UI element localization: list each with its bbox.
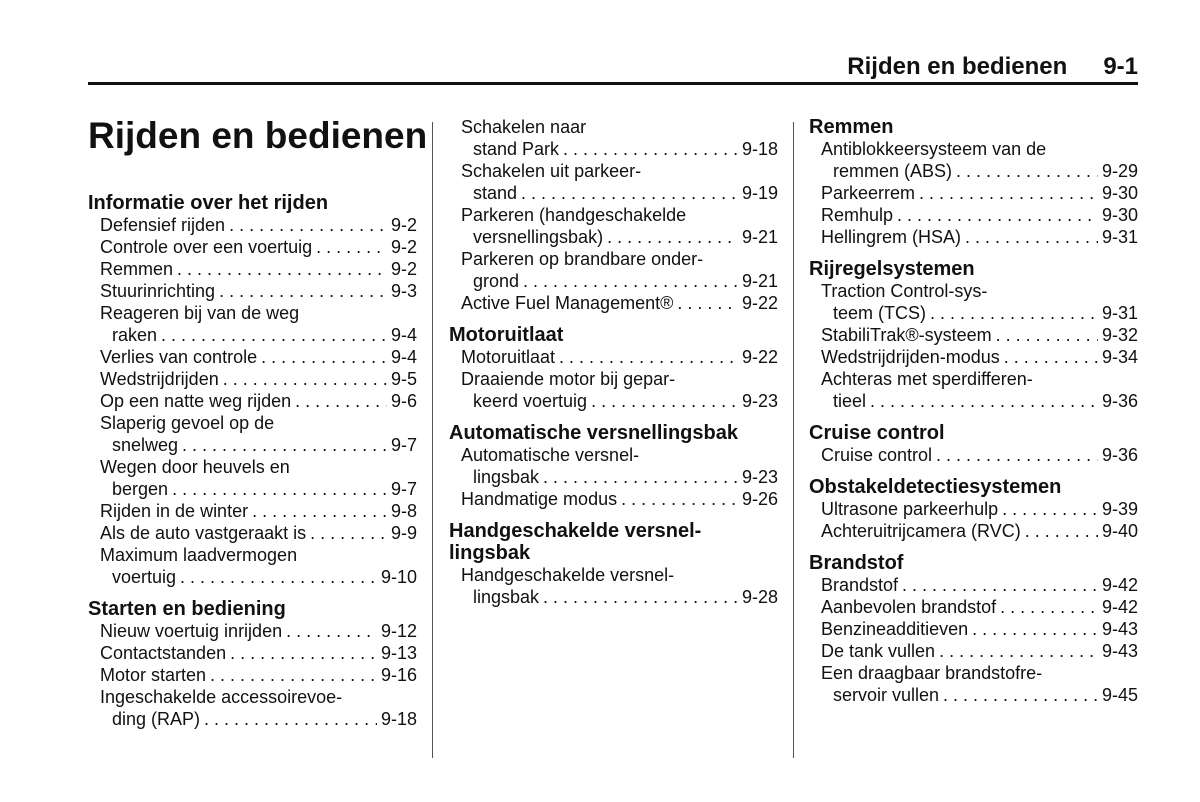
page-number: 9-2: [390, 259, 417, 279]
dot-leader: [161, 324, 387, 346]
dot-leader: [182, 434, 387, 456]
page-number: 9-29: [1101, 161, 1138, 181]
toc-entry: [809, 324, 1138, 346]
toc-column-1: [88, 115, 428, 740]
toc-entry-text: lingsbak: [473, 587, 540, 607]
page-number: 9-43: [1101, 619, 1138, 639]
dot-leader: [180, 566, 377, 588]
dot-leader: [559, 346, 738, 368]
toc-entry: [88, 544, 417, 588]
dot-leader: [223, 368, 387, 390]
toc-entry-text: Draaiende motor bij gepar-: [461, 369, 676, 389]
page-number: 9-13: [380, 643, 417, 663]
column-divider: [793, 122, 794, 758]
dot-leader: [902, 574, 1098, 596]
page-number: 9-42: [1101, 597, 1138, 617]
toc-entry-text: Stuurinrichting: [100, 281, 216, 301]
toc-entry-text: Cruise control: [821, 445, 933, 465]
toc-entry-text: Brandstof: [821, 575, 899, 595]
page-number: 9-32: [1101, 325, 1138, 345]
toc-entry-text: Automatische versnel-: [461, 445, 640, 465]
running-header: [847, 52, 1138, 82]
toc-entry: [809, 182, 1138, 204]
page-number: 9-21: [741, 227, 778, 247]
column-divider: [432, 122, 433, 758]
section-heading: Cruise control: [809, 422, 945, 444]
toc-section: [449, 116, 778, 314]
toc-entry-text: Wegen door heuvels en: [100, 457, 290, 477]
toc-sections: [809, 116, 1138, 706]
dot-leader: [563, 138, 738, 160]
toc-entry-line: [100, 522, 417, 544]
page-number: 9-40: [1101, 521, 1138, 541]
toc-entry-line: [100, 390, 417, 412]
dot-leader: [972, 618, 1098, 640]
dot-leader: [919, 182, 1098, 204]
dot-leader: [939, 640, 1098, 662]
toc-entry-text: Verlies van controle: [100, 347, 258, 367]
toc-entry: [88, 412, 417, 456]
page-number: 9-5: [390, 369, 417, 389]
toc-entry-text: Maximum laadvermogen: [100, 545, 298, 565]
dot-leader: [229, 214, 387, 236]
page-number: 9-43: [1101, 641, 1138, 661]
dot-leader: [543, 586, 738, 608]
toc-entry: [809, 574, 1138, 596]
dot-leader: [523, 270, 738, 292]
toc-entry: [88, 390, 417, 412]
dot-leader: [1002, 498, 1098, 520]
toc-entry-text: raken: [112, 325, 158, 345]
section-heading: Obstakeldetectiesystemen: [809, 476, 1062, 498]
toc-entry-text: teem (TCS): [833, 303, 927, 323]
toc-entry-line: [461, 346, 778, 368]
toc-entry-line: [100, 280, 417, 302]
toc-entry-text: Handmatige modus: [461, 489, 618, 509]
toc-entry: [809, 498, 1138, 520]
page-number: 9-36: [1101, 445, 1138, 465]
page-number: 9-39: [1101, 499, 1138, 519]
toc-entry-text: Nieuw voertuig inrijden: [100, 621, 283, 641]
toc-entry-line: [821, 302, 1138, 324]
dot-leader: [295, 390, 387, 412]
page-number: 9-8: [390, 501, 417, 521]
toc-entry-text: Wedstrijdrijden-modus: [821, 347, 1000, 367]
page-number: 9-22: [741, 347, 778, 367]
toc-entry: [449, 160, 778, 204]
toc-entry-line: [821, 226, 1138, 248]
toc-entry-text: stand: [473, 183, 518, 203]
toc-entry-line: [461, 270, 778, 292]
dot-leader: [177, 258, 387, 280]
toc-entry-text: Schakelen uit parkeer-: [461, 161, 642, 181]
dot-leader: [521, 182, 738, 204]
toc-entry-line: [100, 346, 417, 368]
toc-entry: [449, 204, 778, 248]
toc-entry-text: tieel: [833, 391, 867, 411]
toc-entry-text: Handgeschakelde versnel-: [461, 565, 675, 585]
page-number: 9-4: [390, 325, 417, 345]
page-number: 9-26: [741, 489, 778, 509]
toc-entry-text: Slaperig gevoel op de: [100, 413, 275, 433]
toc-entry-text: Hellingrem (HSA): [821, 227, 962, 247]
section-heading: Informatie over het rijden: [88, 192, 329, 214]
toc-entry-text: StabiliTrak®-systeem: [821, 325, 992, 345]
dot-leader: [996, 324, 1098, 346]
toc-entry-text: Wedstrijdrijden: [100, 369, 219, 389]
toc-section: [809, 476, 1138, 542]
toc-entry-line: [461, 292, 778, 314]
toc-entry-text: Ingeschakelde accessoirevoe-: [100, 687, 343, 707]
toc-entry: [809, 280, 1138, 324]
dot-leader: [677, 292, 738, 314]
toc-column-3: [809, 116, 1138, 716]
toc-entry-line: [100, 478, 417, 500]
toc-entry: [449, 116, 778, 160]
toc-entry-text: versnellingsbak): [473, 227, 604, 247]
toc-entry-text: servoir vullen: [833, 685, 940, 705]
page-number: 9-7: [390, 479, 417, 499]
toc-entry-text: Ultrasone parkeerhulp: [821, 499, 999, 519]
dot-leader: [543, 466, 738, 488]
toc-entry: [449, 444, 778, 488]
page-number: 9-10: [380, 567, 417, 587]
toc-entry: [88, 214, 417, 236]
toc-entry: [809, 138, 1138, 182]
toc-entry-text: grond: [473, 271, 520, 291]
dot-leader: [607, 226, 738, 248]
page-number: 9-28: [741, 587, 778, 607]
toc-entry-line: [821, 520, 1138, 542]
toc-entry-text: Achteruitrijcamera (RVC): [821, 521, 1021, 541]
toc-entry-text: Remhulp: [821, 205, 894, 225]
toc-entry-text: Achteras met sperdifferen-: [821, 369, 1033, 389]
toc-entry-line: [100, 324, 417, 346]
page-number: 9-2: [390, 215, 417, 235]
toc-entry-text: Als de auto vastgeraakt is: [100, 523, 307, 543]
toc-entry: [88, 280, 417, 302]
toc-entry-line: [461, 390, 778, 412]
toc-entry-text: Rijden in de winter: [100, 501, 249, 521]
toc-entry-line: [100, 214, 417, 236]
toc-entry-text: Motoruitlaat: [461, 347, 556, 367]
toc-section: [449, 422, 778, 510]
page-number: 9-30: [1101, 183, 1138, 203]
toc-entry: [88, 258, 417, 280]
dot-leader: [943, 684, 1098, 706]
toc-entry-line: [100, 434, 417, 456]
dot-leader: [897, 204, 1098, 226]
dot-leader: [936, 444, 1098, 466]
toc-entry-text: Remmen: [100, 259, 174, 279]
toc-entry-text: bergen: [112, 479, 169, 499]
toc-entry-line: [461, 488, 778, 510]
toc-entry: [88, 686, 417, 730]
toc-entry-text: Contactstanden: [100, 643, 227, 663]
toc-entry-line: [100, 642, 417, 664]
section-heading: Remmen: [809, 116, 894, 138]
toc-section: [809, 116, 1138, 248]
dot-leader: [930, 302, 1098, 324]
toc-entry: [809, 618, 1138, 640]
page-number: 9-7: [390, 435, 417, 455]
page-number: 9-23: [741, 391, 778, 411]
toc-section: [449, 520, 778, 608]
toc-entry: [88, 642, 417, 664]
toc-entry-text: Aanbevolen brandstof: [821, 597, 997, 617]
toc-sections: [449, 116, 778, 608]
toc-entry-line: [821, 444, 1138, 466]
toc-entry-text: Reageren bij van de weg: [100, 303, 300, 323]
toc-entry-text: remmen (ABS): [833, 161, 953, 181]
toc-entry-text: Benzineadditieven: [821, 619, 969, 639]
toc-entry: [809, 520, 1138, 542]
toc-entry-text: Parkeren op brandbare onder-: [461, 249, 704, 269]
dot-leader: [210, 664, 377, 686]
toc-entry-line: [100, 236, 417, 258]
toc-entry-line: [100, 368, 417, 390]
toc-entry: [449, 368, 778, 412]
page-number: 9-2: [390, 237, 417, 257]
running-header-title: Rijden en bedienen: [847, 53, 1068, 80]
page-number: 9-19: [741, 183, 778, 203]
dot-leader: [252, 500, 387, 522]
toc-entry: [88, 500, 417, 522]
page-number: 9-3: [390, 281, 417, 301]
toc-entry: [809, 662, 1138, 706]
toc-section: [88, 192, 417, 588]
page-number: 9-16: [380, 665, 417, 685]
page-number: 9-12: [380, 621, 417, 641]
toc-entry: [809, 444, 1138, 466]
page-number: 9-45: [1101, 685, 1138, 705]
toc-entry-text: Een draagbaar brandstofre-: [821, 663, 1043, 683]
toc-entry: [88, 456, 417, 500]
toc-entry: [809, 368, 1138, 412]
dot-leader: [310, 522, 387, 544]
toc-entry: [88, 522, 417, 544]
toc-section: [809, 422, 1138, 466]
dot-leader: [870, 390, 1098, 412]
toc-entry-text: Parkeerrem: [821, 183, 916, 203]
toc-entry: [809, 596, 1138, 618]
dot-leader: [230, 642, 377, 664]
toc-entry: [88, 302, 417, 346]
toc-entry-text: De tank vullen: [821, 641, 936, 661]
section-heading: Handgeschakelde versnel- lingsbak: [449, 520, 702, 564]
toc-entry-text: Schakelen naar: [461, 117, 587, 137]
toc-entry-line: [100, 566, 417, 588]
toc-entry-line: [100, 500, 417, 522]
toc-entry-line: [461, 466, 778, 488]
section-heading: Brandstof: [809, 552, 904, 574]
page-number: 9-42: [1101, 575, 1138, 595]
dot-leader: [172, 478, 387, 500]
page-number: 9-31: [1101, 303, 1138, 323]
page-number: 9-21: [741, 271, 778, 291]
toc-entry-line: [821, 640, 1138, 662]
toc-entry-text: Op een natte weg rijden: [100, 391, 292, 411]
toc-entry-line: [821, 346, 1138, 368]
dot-leader: [219, 280, 387, 302]
toc-entry-line: [100, 708, 417, 730]
toc-section: [809, 258, 1138, 412]
toc-sections: [88, 192, 417, 730]
toc-entry-line: [821, 574, 1138, 596]
toc-entry-text: stand Park: [473, 139, 560, 159]
toc-entry: [88, 368, 417, 390]
toc-entry: [449, 248, 778, 292]
dot-leader: [316, 236, 387, 258]
toc-entry: [809, 640, 1138, 662]
page-header: [0, 0, 1200, 90]
toc-entry-line: [821, 182, 1138, 204]
toc-entry: [449, 488, 778, 510]
dot-leader: [956, 160, 1098, 182]
toc-entry: [88, 620, 417, 642]
section-heading: Starten en bediening: [88, 598, 286, 620]
toc-entry: [809, 226, 1138, 248]
toc-entry: [88, 664, 417, 686]
page-number: 9-22: [741, 293, 778, 313]
toc-entry-line: [100, 620, 417, 642]
toc-entry: [88, 346, 417, 368]
toc-entry-text: Parkeren (handgeschakelde: [461, 205, 687, 225]
dot-leader: [204, 708, 377, 730]
page-number: 9-6: [390, 391, 417, 411]
dot-leader: [286, 620, 377, 642]
toc-entry: [809, 346, 1138, 368]
toc-entry-line: [821, 596, 1138, 618]
toc-entry-line: [821, 498, 1138, 520]
page-number: 9-36: [1101, 391, 1138, 411]
toc-entry-line: [821, 160, 1138, 182]
page-number: 9-4: [390, 347, 417, 367]
toc-entry-text: Motor starten: [100, 665, 207, 685]
toc-entry-line: [100, 664, 417, 686]
toc-entry-line: [821, 684, 1138, 706]
dot-leader: [621, 488, 738, 510]
page-number: 9-18: [741, 139, 778, 159]
toc-entry: [449, 346, 778, 368]
page-number: 9-34: [1101, 347, 1138, 367]
toc-entry-text: keerd voertuig: [473, 391, 588, 411]
toc-entry-line: [821, 324, 1138, 346]
toc-entry-text: voertuig: [112, 567, 177, 587]
toc-section: [88, 598, 417, 730]
toc-entry: [88, 236, 417, 258]
toc-entry-line: [461, 182, 778, 204]
toc-entry-line: [461, 138, 778, 160]
toc-entry-line: [100, 258, 417, 280]
page-number: 9-18: [380, 709, 417, 729]
section-heading: Automatische versnellingsbak: [449, 422, 738, 444]
toc-section: [449, 324, 778, 412]
toc-entry-text: Defensief rijden: [100, 215, 226, 235]
page-number: 9-31: [1101, 227, 1138, 247]
page-number: 9-9: [390, 523, 417, 543]
dot-leader: [965, 226, 1098, 248]
chapter-title: Rijden en bedienen: [88, 115, 428, 156]
section-heading: Motoruitlaat: [449, 324, 564, 346]
toc-entry: [449, 292, 778, 314]
page-number: 9-23: [741, 467, 778, 487]
toc-entry-text: Controle over een voertuig: [100, 237, 313, 257]
toc-entry-text: ding (RAP): [112, 709, 201, 729]
dot-leader: [1000, 596, 1098, 618]
toc-column-2: [449, 116, 778, 618]
header-rule: [88, 82, 1138, 85]
toc-section: [809, 552, 1138, 706]
dot-leader: [261, 346, 387, 368]
toc-entry-text: lingsbak: [473, 467, 540, 487]
section-heading: Rijregelsystemen: [809, 258, 975, 280]
toc-entry-text: Antiblokkeersysteem van de: [821, 139, 1047, 159]
toc-entry: [809, 204, 1138, 226]
running-header-page-number: 9-1: [1103, 53, 1138, 80]
toc-entry-line: [821, 204, 1138, 226]
toc-entry-line: [461, 586, 778, 608]
page-number: 9-30: [1101, 205, 1138, 225]
toc-entry-text: Active Fuel Management®: [461, 293, 674, 313]
dot-leader: [591, 390, 738, 412]
toc-entry-line: [461, 226, 778, 248]
dot-leader: [1025, 520, 1098, 542]
toc-entry-text: snelweg: [112, 435, 179, 455]
toc-entry-line: [821, 618, 1138, 640]
toc-entry-line: [821, 390, 1138, 412]
toc-entry-text: Traction Control-sys-: [821, 281, 988, 301]
toc-entry: [449, 564, 778, 608]
dot-leader: [1004, 346, 1098, 368]
